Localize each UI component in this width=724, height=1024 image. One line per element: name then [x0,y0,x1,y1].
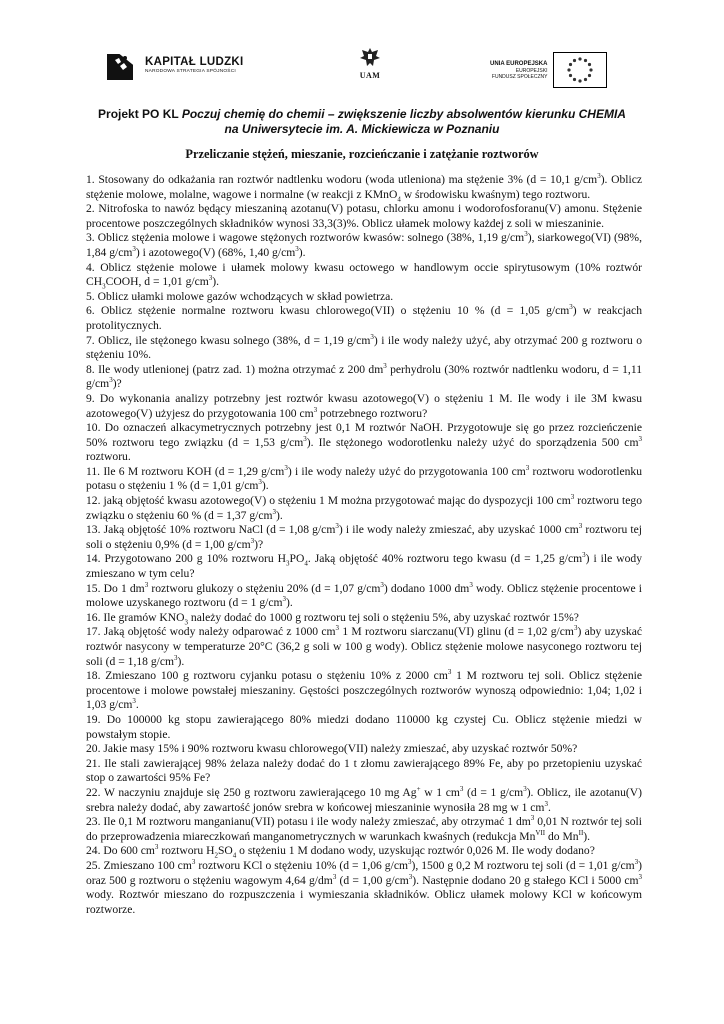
project-title-line-1: Poczuj chemię do chemii – zwiększenie liczby absolwentów kierunku CHEMIA [181,107,626,121]
eu-flag-icon [553,52,607,88]
kapital-ludzki-title: KAPITAŁ LUDZKI [145,56,244,68]
exercise-item: 22. W naczyniu znajduje się 250 g roztworu zawierającego 10 mg Ag+ w 1 $cm^3$ (d = 1 $g/cm^3$). Oblicz, ile azotanu(V) srebra należy dodać, aby zawartość jonów srebra w końcowej mieszaninie wynosiła 28 mg w 1 $cm^3$. [86,785,642,814]
exercise-item: 3. Oblicz stężenia molowe i wagowe stężonych roztworów kwasów: solnego (38%, 1,19 $g/cm^3$), siarkowego(VI) (98%, 1,84 $g/cm^3$) i azotowego(V) (68%, 1,40 $g/cm^3$). [86,230,642,259]
uam-text: UAM [359,71,381,80]
exercise-item: 18. Zmieszano 100 g roztworu cyjanku potasu o stężeniu 10% z 2000 $cm^3$ 1 M roztworu tej soli. Oblicz stężenie procentowe i molowe powstałej mieszaniny. Gęstości poszczególnych roztworów wynoszą odpowiednio: 1,04; 1,02 i 1,03 $g/cm^3$. [86,668,642,712]
exercise-item: 11. Ile 6 M roztworu KOH (d = 1,29 $g/cm^3$) i ile wody należy użyć do przygotowania 100 $cm^3$ roztworu wodorotlenku potasu o stężeniu 1 % (d = 1,01 $g/cm^3$). [86,464,642,493]
exercise-item: 13. Jaką objętość 10% roztworu NaCl (d = 1,08 $g/cm^3$) i ile wody należy zmieszać, aby uzyskać 1000 $cm^3$ roztworu tej soli o stężeniu 0,9% (d = 1,00 $g/cm^3$)? [86,522,642,551]
exercise-item: 20. Jakie masy 15% i 90% roztworu kwasu chlorowego(VII) należy zmieszać, aby uzyskać roztwór 50%? [86,742,578,756]
eu-line-3: FUNDUSZ SPOŁECZNY [491,73,548,80]
project-prefix: Projekt PO KL [98,107,182,121]
exercise-item: 21. Ile stali zawierającej 98% żelaza należy dodać do 1 t złomu zawierającego 89% Fe, aby po przetopieniu uzyskać stop o zawartości 95% Fe? [86,756,642,785]
project-title-line-2: na Uniwersytecie im. A. Mickiewicza w Poznaniu [224,122,500,136]
exercise-item: 4. Oblicz stężenie molowe i ułamek molowy kwasu octowego w handlowym occie spirytusowym (10% roztwór $CH_3COOH$, d = 1,01 $g/cm^3$). [86,260,642,291]
exercise-item: 25. Zmieszano 100 $cm^3$ roztworu KCl o stężeniu 10% (d = 1,06 $g/cm^3$), 1500 g 0,2 M roztworu tej soli (d = 1,01 $g/cm^3$) oraz 500 g roztworu o stężeniu wagowym 4,64 $g/dm^3$ (d = 1,00 $g/cm^3$). Następnie dodano 20 g stałego KCl i 5000 $cm^3$ wody. Roztwór mieszano do rozpuszczenia i wymieszania składników. Oblicz ułamek molowy KCl w końcowym roztworze. [86,858,642,916]
exercise-item: 23. Ile 0,1 M roztworu manganianu(VII) potasu i ile wody należy zmieszać, aby otrzymać 1 $dm^3$ 0,01 N roztwór tej soli do przeprowadzenia miareczkowań manganometrycznych w warunkach kwaśnych (redukcja $Mn^{VII}$ do $Mn^{II}$). [86,814,642,843]
eu-line-1: UNIA EUROPEJSKA [490,60,548,67]
exercise-item: 1. Stosowany do odkażania ran roztwór nadtlenku wodoru (woda utleniona) ma stężenie 3% (d = 10,1 $g/cm^3$). Oblicz stężenie molowe, molalne, wagowe i normalne (w reakcji z KMnO$_4$ w środowisku kwaśnym) tego roztworu. [86,172,643,203]
exercise-item: 16. Ile gramów $KNO_3$ należy dodać do 1000 g roztworu tej soli o stężeniu 5%, aby uzyskać roztwór 15%? [86,610,579,627]
exercise-item: 15. Do 1 $dm^3$ roztworu glukozy o stężeniu 20% (d = 1,07 $g/cm^3$) dodano 1000 $dm^3$ wody. Oblicz stężenie procentowe i molowe uzyskanego roztworu (d = 1 $g/cm^3$). [86,580,642,610]
exercise-item: 10. Do oznaczeń alkacymetrycznych potrzebny jest 0,1 M roztwór NaOH. Przygotowuje się go przez rozcieńczenie 50% roztworu tego związku (d = 1,53 $g/cm^3$). Ile stężonego wodorotlenku należy użyć do sporządzenia 500 $cm^3$ roztworu. [86,421,642,464]
exercise-list [86,173,642,917]
exercise-item: 12. jaką objętość kwasu azotowego(V) o stężeniu 1 M można przygotować mając do dyspozycji 100 $cm^3$ roztworu tego związku o stężeniu 60 % (d = 1,37 $g/cm^3$). [86,493,642,522]
uam-logo [355,46,385,80]
exercise-item: 8. Ile wody utlenionej (patrz zad. 1) można otrzymać z 200 $dm^3$ perhydrolu (30% roztwór nadtlenku wodoru, d = 1,11 $g/cm^3$)? [86,361,642,391]
eu-logo [490,52,607,88]
exercise-item: 24. Do 600 $cm^3$ roztworu $H_2SO_4$ o stężeniu 1 M dodano wody, uzyskując roztwór 0,026 M. Ile wody dodano? [86,843,595,860]
project-heading [60,107,664,137]
eagle-crest-icon [359,46,381,70]
exercise-item: 17. Jaką objętość wody należy odparować z 1000 $cm^3$ 1 M roztworu siarczanu(VI) glinu (d = 1,02 $g/cm^3$) aby uzyskać roztwór nasycony w temperaturze 20°C (36,2 g soli w 100 g wody). Oblicz stężenie molowe nasyconego roztworu tej soli (d = 1,18 $g/cm^3$). [86,624,642,668]
exercise-item: 7. Oblicz, ile stężonego kwasu solnego (38%, d = 1,19 $g/cm^3$) i ile wody należy użyć, aby otrzymać 200 g roztworu o stężeniu 10%. [86,332,643,362]
exercise-item: 5. Oblicz ułamki molowe gazów wchodzących w skład powietrza. [86,289,394,303]
kapital-ludzki-subtitle: NARODOWA STRATEGIA SPÓJNOŚCI [145,69,236,74]
exercise-item: 9. Do wykonania analizy potrzebny jest roztwór kwasu azotowego(V) o stężeniu 1 M. Ile wody i ile 3M kwasu azotowego(V) użyjesz do przygotowania 100 $cm^3$ potrzebnego roztworu? [86,391,642,420]
kapital-ludzki-icon [105,48,139,82]
exercise-item: 14. Przygotowano 200 g 10% roztworu $H_3PO_4$. Jaką objętość 40% roztworu tego kwasu (d = 1,25 $g/cm^3$) i ile wody zmieszano w tym celu? [86,551,642,581]
kapital-ludzki-logo [105,48,244,82]
header-logos [0,40,724,100]
exercise-item: 6. Oblicz stężenie normalne roztworu kwasu chlorowego(VII) o stężeniu 10 % (d = 1,05 $g/cm^3$) w reakcjach protolitycznych. [86,303,642,332]
eu-line-2: EUROPEJSKI [515,67,548,74]
exercise-item: 19. Do 100000 kg stopu zawierającego 80% miedzi dodano 110000 kg czystej Cu. Oblicz stężenie miedzi w powstałym stopie. [86,712,642,741]
document-title: Przeliczanie stężeń, mieszanie, rozcieńczanie i zatężanie roztworów [185,147,539,161]
exercise-item: 2. Nitrofoska to nawóz będący mieszaniną azotanu(V) potasu, chlorku amonu i wodorofosforanu(V) amonu. Stężenie procentowe poszczególnych składników wynosi 33,3(3)%. Oblicz ułamek molowy każdej z soli w mieszaninie. [86,202,642,230]
